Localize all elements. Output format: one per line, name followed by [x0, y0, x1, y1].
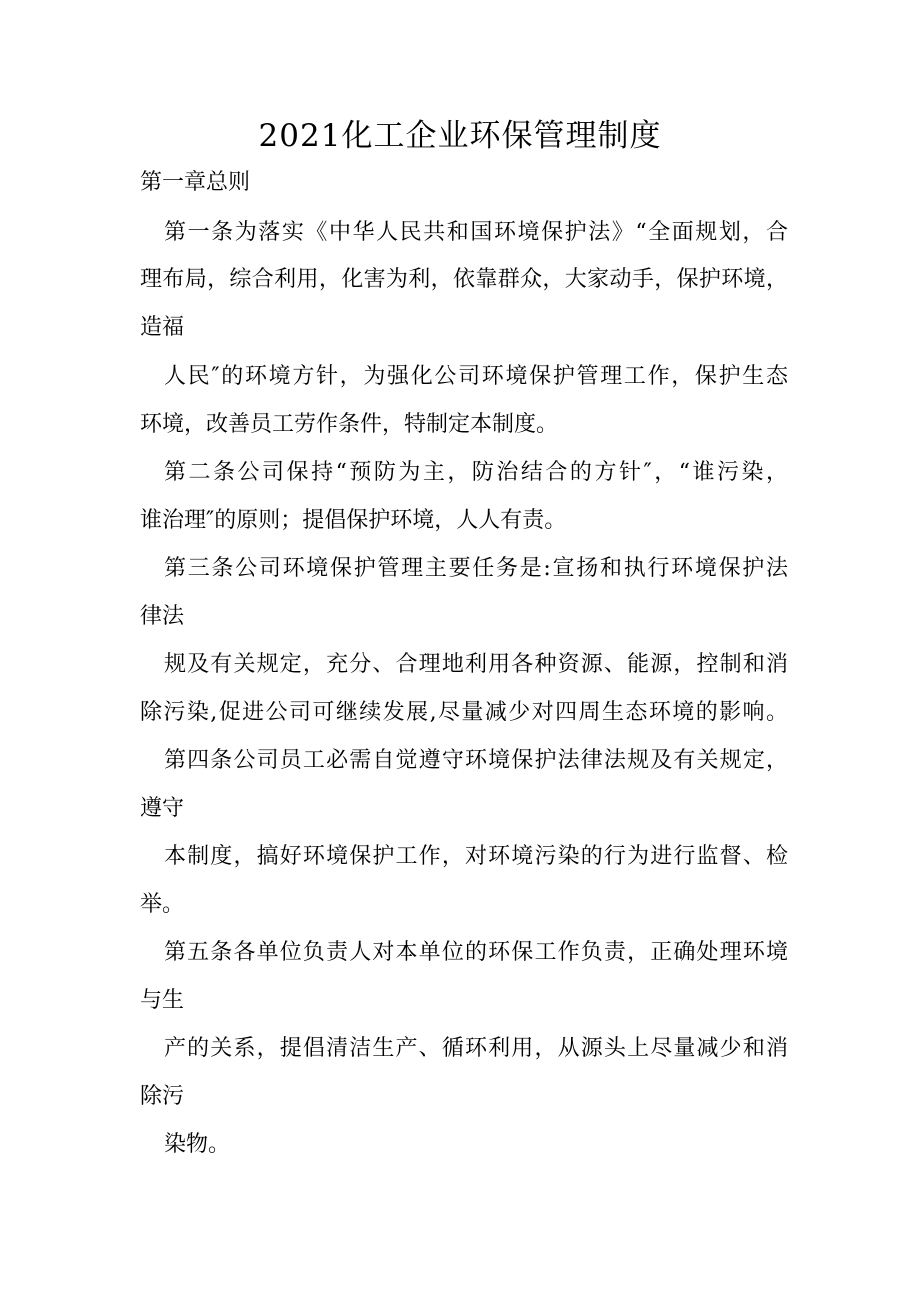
paragraph-line: 本制度，搞好环境保护工作，对环境污染的行为进行监督、检 [164, 844, 788, 869]
paragraph-line: 与生 [140, 988, 185, 1013]
paragraph-line: 第二条公司保持“预防为主，防治结合的方针″，“谁污染， [164, 460, 788, 485]
paragraph-line: 遵守 [140, 796, 185, 821]
paragraph-line: 第一条为落实《中华人民共和国环境保护法》“全面规划，合 [164, 220, 788, 245]
document-title: 2021化工企业环保管理制度 [258, 118, 662, 154]
paragraph-line: 律法 [140, 604, 185, 629]
paragraph-line: 谁治理″的原则；提倡保护环境，人人有责。 [140, 508, 567, 533]
paragraph-line: 除污染,促进公司可继续发展,尽量减少对四周生态环境的影响。 [140, 700, 788, 725]
paragraph-line: 第四条公司员工必需自觉遵守环境保护法律法规及有关规定， [164, 748, 788, 773]
paragraph-line: 举。 [140, 892, 185, 917]
chapter-heading: 第一章总则 [140, 170, 251, 195]
paragraph-line: 第三条公司环境保护管理主要任务是:宣扬和执行环境保护法 [164, 556, 788, 581]
paragraph-line: 环境，改善员工劳作条件，特制定本制度。 [140, 412, 559, 437]
paragraph-line: 产的关系，提倡清洁生产、循环利用，从源头上尽量减少和消 [164, 1036, 788, 1061]
paragraph-line: 染物。 [164, 1132, 231, 1157]
paragraph-line: 人民″的环境方针，为强化公司环境保护管理工作，保护生态 [164, 364, 788, 389]
paragraph-line: 除污 [140, 1084, 185, 1109]
paragraph-line: 第五条各单位负责人对本单位的环保工作负责，正确处理环境 [164, 940, 788, 965]
paragraph-line: 造福 [140, 315, 185, 340]
paragraph-line: 理布局，综合利用，化害为利，依靠群众，大家动手，保护环境， [140, 267, 788, 292]
paragraph-line: 规及有关规定，充分、合理地利用各种资源、能源，控制和消 [164, 652, 788, 677]
